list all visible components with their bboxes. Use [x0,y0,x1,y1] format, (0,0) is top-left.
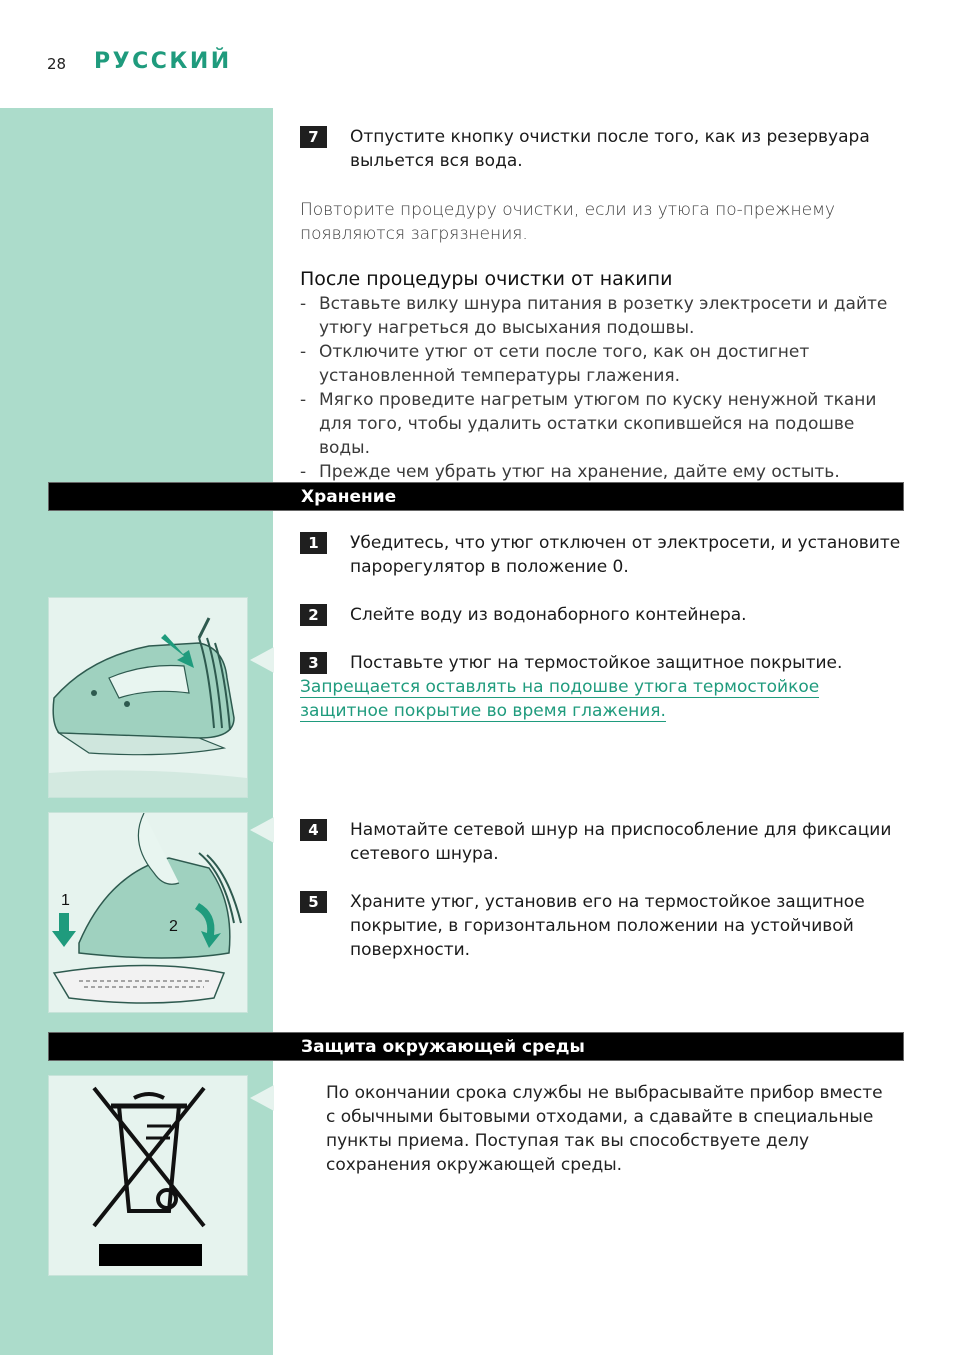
step-text: Отпустите кнопку очистки после того, как из резервуара выльется вся вода. [350,127,870,171]
language-heading: РУССКИЙ [94,49,232,74]
storage-step-5 [300,890,910,962]
figure-label-2: 2 [169,918,178,935]
environment-text: По окончании срока службы не выбрасывайте прибор вместе с обычными бытовыми отходами, а сдавайте в специальные пункты приема. Поступая так вы способствуете делу сохранения окружающей среды. [326,1083,883,1175]
list-item: - Прежде чем убрать утюг на хранение, дайте ему остыть. [300,460,910,484]
storage-step-2 [300,603,910,627]
iron-on-cover-illustration [49,598,247,797]
after-descaling-title: После процедуры очистки от накипи [300,268,673,290]
after-descaling-list [300,292,910,484]
crossed-bin-icon [49,1076,247,1275]
cord-winding-illustration [49,813,247,1012]
step-7 [300,125,890,173]
step-text: Убедитесь, что утюг отключен от электросети, и установите парорегулятор в положение 0. [350,533,901,577]
section-bar-storage [48,482,904,511]
iron-storage-image [48,597,248,798]
weee-symbol-image [48,1075,248,1276]
step-text: Храните утюг, установив его на термостойкое защитное покрытие, в горизонтальном положении на устойчивой поверхности. [350,892,865,960]
section-title: Защита окружающей среды [301,1037,585,1057]
step-text: Поставьте утюг на термостойкое защитное покрытие. [350,653,843,673]
step-number: 1 [300,532,327,554]
list-item: - Отключите утюг от сети после того, как он достигнет установленной температуры глажения. [300,340,910,388]
storage-step-1 [300,531,910,579]
page-number: 28 [47,55,67,73]
step-text: Намотайте сетевой шнур на приспособление для фиксации сетевого шнура. [350,820,892,864]
repeat-note: Повторите процедуру очистки, если из утюга по-прежнему появляются загрязнения. [300,200,835,244]
figure-label-1: 1 [61,892,70,909]
storage-step-3 [300,651,910,675]
list-item: - Вставьте вилку шнура питания в розетку электросети и дайте утюгу нагреться до высыхания подошвы. [300,292,910,340]
cord-winding-image [48,812,248,1013]
step-number: 7 [300,126,327,148]
storage-step-4 [300,818,910,866]
section-bar-environment [48,1032,904,1061]
step-number: 3 [300,652,327,674]
warning-text [300,675,910,723]
warning-underlined: Запрещается оставлять на подошве утюга термостойкое защитное покрытие во время глажения. [300,677,820,721]
step-number: 5 [300,891,327,913]
step-text: Слейте воду из водонаборного контейнера. [350,605,747,625]
step-number: 2 [300,604,327,626]
list-item: - Мягко проведите нагретым утюгом по куску ненужной ткани для того, чтобы удалить остатки скопившейся на подошве воды. [300,388,910,460]
step-number: 4 [300,819,327,841]
section-title: Хранение [301,487,397,507]
image-pointer [250,647,274,673]
image-pointer [250,1085,274,1111]
image-pointer [250,817,274,843]
